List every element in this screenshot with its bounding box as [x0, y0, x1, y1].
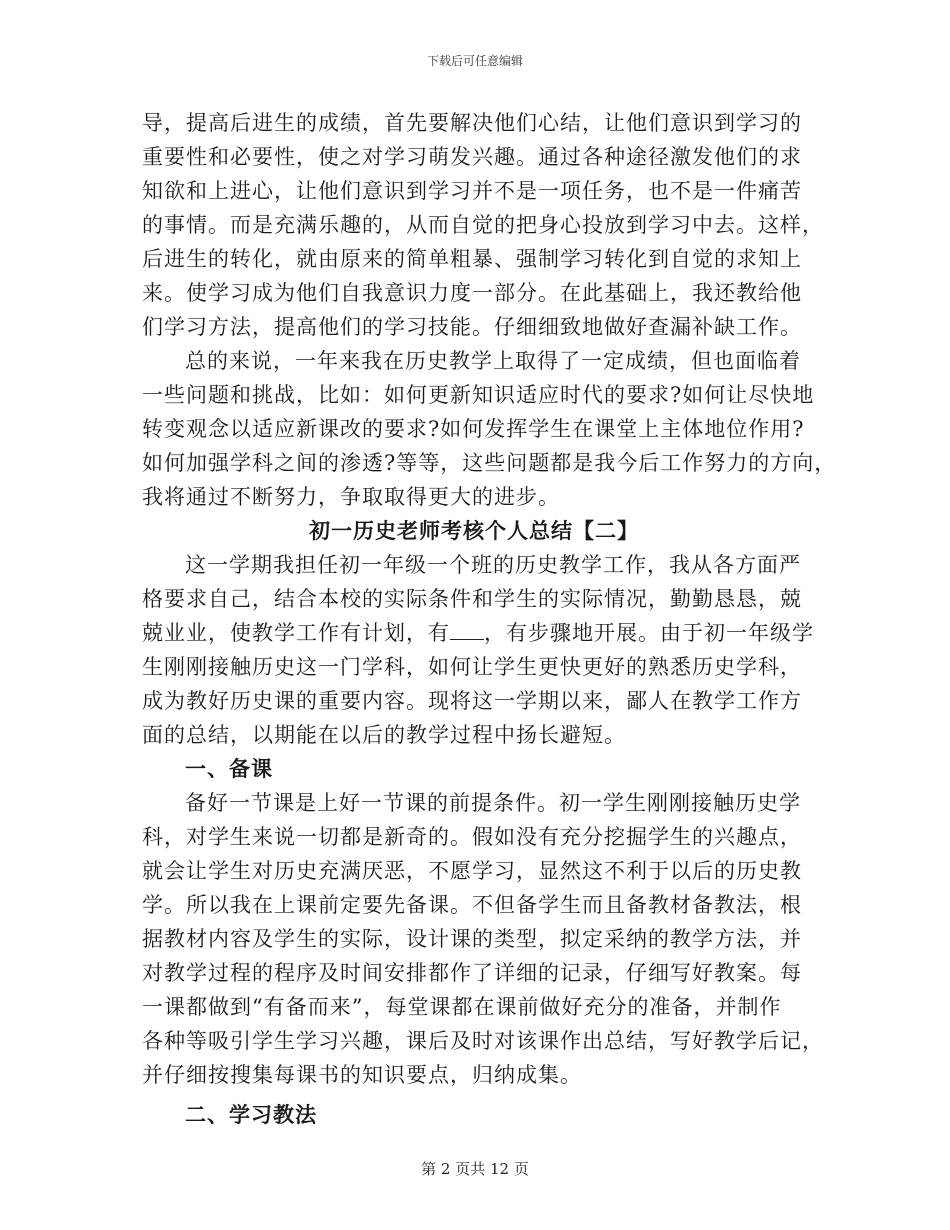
text-line: 面的总结，以期能在以后的教学过程中扬长避短。 [142, 723, 626, 747]
text-line: 一些问题和挑战，比如：如何更新知识适应时代的要求?如何让尽快地 [142, 383, 815, 407]
text-line: 重要性和必要性，使之对学习萌发兴趣。通过各种途径激发他们的求 [142, 145, 802, 169]
text-line: 就会让学生对历史充满厌恶，不愿学习，显然这不利于以后的历史教 [142, 859, 802, 883]
text-line: 对教学过程的程序及时间安排都作了详细的记录，仔细写好教案。每 [142, 961, 802, 985]
text-line: 生刚刚接触历史这一门学科，如何让学生更快更好的熟悉历史学科， [142, 655, 802, 679]
text-line: 一课都做到“有备而来”，每堂课都在课前做好充分的准备，并制作 [142, 995, 782, 1019]
text-line: 来。使学习成为他们自我意识力度一部分。在此基础上，我还教给他 [142, 281, 802, 305]
text-line: 备好一节课是上好一节课的前提条件。初一学生刚刚接触历史学 [185, 791, 801, 815]
paragraph-1 [142, 106, 824, 344]
fill-in-blank [450, 617, 484, 640]
text-line: 如何加强学科之间的渗透?等等，这些问题都是我今后工作努力的方向， [142, 451, 837, 475]
text-line: 知欲和上进心，让他们意识到学习并不是一项任务，也不是一件痛苦 [142, 179, 802, 203]
text-line: 我将通过不断努力，争取取得更大的进步。 [142, 485, 560, 509]
text-line: 们学习方法，提高他们的学习技能。仔细细致地做好查漏补缺工作。 [142, 315, 802, 339]
paragraph-2 [142, 344, 837, 514]
section-title: 初一历史老师考核个人总结【二】 [309, 518, 639, 543]
text-segment: ，有步骤地开展。由于初一年级学 [484, 621, 814, 645]
text-line: 这一学期我担任初一年级一个班的历史教学工作，我从各方面严 [185, 553, 801, 577]
page-header: 下载后可任意编辑 [426, 54, 523, 68]
text-line: 科，对学生来说一切都是新奇的。假如没有充分挖掘学生的兴趣点， [142, 825, 802, 849]
text-line [142, 616, 814, 650]
heading-prepare-lessons: 一、备课 [185, 756, 273, 781]
text-line: 转变观念以适应新课改的要求?如何发挥学生在课堂上主体地位作用? [142, 417, 805, 441]
text-line: 据教材内容及学生的实际，设计课的类型，拟定采纳的教学方法，并 [142, 927, 802, 951]
document-body [142, 106, 837, 1132]
text-line: 各种等吸引学生学习兴趣，课后及时对该课作出总结，写好教学后记， [142, 1029, 824, 1053]
text-line: 学。所以我在上课前定要先备课。不但备学生而且备教材备教法，根 [142, 893, 802, 917]
heading-study-methods: 二、学习教法 [185, 1102, 317, 1127]
text-line: 导，提高后进生的成绩，首先要解决他们心结，让他们意识到学习的 [142, 111, 802, 135]
text-line: 后进生的转化，就由原来的简单粗暴、强制学习转化到自觉的求知上 [142, 247, 802, 271]
text-segment: 兢业业，使教学工作有计划，有 [142, 621, 450, 645]
text-line: 格要求自己，结合本校的实际条件和学生的实际情况，勤勤恳恳，兢 [142, 587, 802, 611]
page-footer: 第 2 页共 12 页 [421, 1160, 529, 1178]
paragraph-4 [142, 786, 824, 1092]
text-line: 成为教好历史课的重要内容。现将这一学期以来，鄙人在教学工作方 [142, 689, 802, 713]
text-line: 并仔细按搜集每课书的知识要点，归纳成集。 [142, 1063, 582, 1087]
paragraph-3 [142, 548, 814, 752]
text-line: 的事情。而是充满乐趣的，从而自觉的把身心投放到学习中去。这样， [142, 213, 824, 237]
text-line: 总的来说，一年来我在历史教学上取得了一定成绩，但也面临着 [185, 349, 801, 373]
